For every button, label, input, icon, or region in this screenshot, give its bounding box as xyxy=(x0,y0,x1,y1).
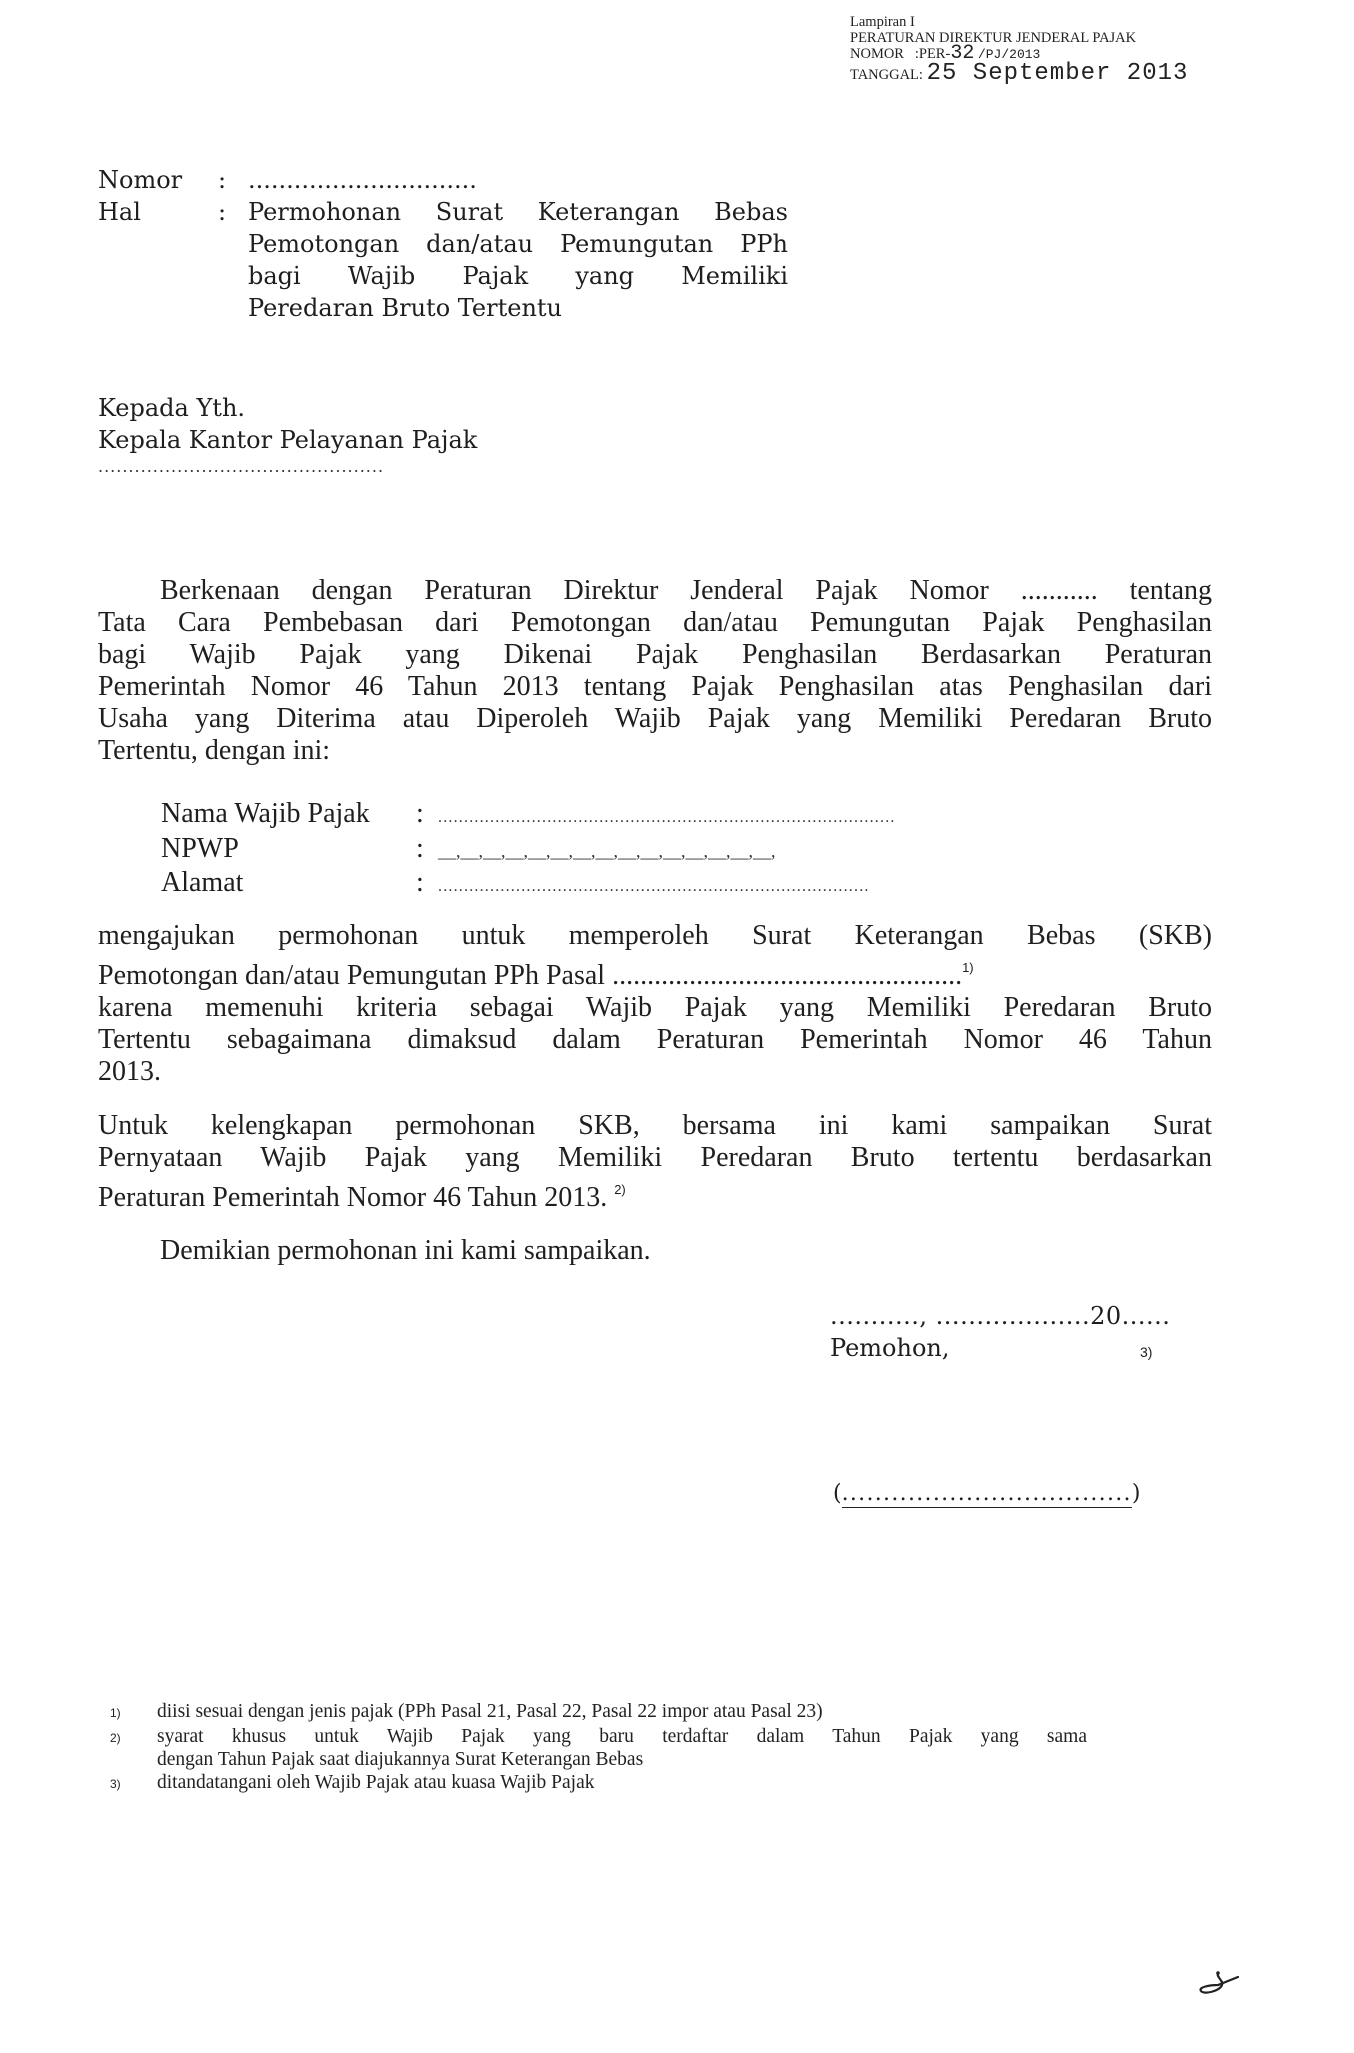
tanggal-label: TANGGAL: xyxy=(850,67,923,83)
paragraph-line: karena memenuhi kriteria sebagai Wajib Pajak yang Memiliki Peredaran Bruto xyxy=(98,992,1212,1023)
closing-text: Demikian permohonan ini kami sampaikan. xyxy=(160,1235,651,1266)
paragraph-intro xyxy=(98,575,1212,767)
nomor-label: Nomor xyxy=(98,166,183,194)
attachment-header xyxy=(850,14,1188,85)
signatory-name xyxy=(833,1480,1140,1508)
lampiran-label: Lampiran I xyxy=(850,14,915,30)
paragraph-line: bagi Wajib Pajak yang Dikenai Pajak Penghasilan Berdasarkan Peraturan xyxy=(98,639,1212,670)
handwritten-initial-icon xyxy=(1198,1965,1246,2009)
regulation-title: PERATURAN DIREKTUR JENDERAL PAJAK xyxy=(850,30,1137,46)
paragraph-line: Pemerintah Nomor 46 Tahun 2013 tentang Pajak Penghasilan atas Penghasilan dari xyxy=(98,671,1212,702)
footnotes xyxy=(110,1700,1087,1796)
hal-label: Hal xyxy=(98,198,141,226)
footnote-text xyxy=(157,1725,1087,1771)
hal-line: Permohonan Surat Keterangan Bebas xyxy=(248,198,788,226)
nomor-colon: : xyxy=(218,166,227,194)
footnote-ref-2: 2) xyxy=(614,1182,626,1197)
paragraph-line: 2013. xyxy=(98,1056,161,1087)
paragraph-line: Untuk kelengkapan permohonan SKB, bersama ini kami sampaikan Surat xyxy=(98,1110,1212,1141)
name-close-paren: ) xyxy=(1131,1481,1141,1506)
footnote-ref-1: 1) xyxy=(962,960,974,975)
letter-meta xyxy=(98,164,788,324)
nomor-label: NOMOR xyxy=(850,46,904,62)
footnote-line: dengan Tahun Pajak saat diajukannya Surat Keterangan Bebas xyxy=(157,1749,644,1770)
paragraph-line: Tertentu sebagaimana dimaksud dalam Peraturan Pemerintah Nomor 46 Tahun xyxy=(98,1024,1212,1055)
nomor-row xyxy=(98,164,788,196)
paragraph-line: Tertentu, dengan ini: xyxy=(98,735,331,766)
handwritten-initial-svg xyxy=(1198,1965,1246,2005)
paragraph-line: Tata Cara Pembebasan dari Pemotongan dan/atau Pemungutan Pajak Penghasilan xyxy=(98,607,1212,638)
name-open-paren: ( xyxy=(833,1481,842,1506)
footnote-3 xyxy=(110,1771,1087,1796)
paragraph-request xyxy=(98,920,1212,1088)
hal-line: Pemotongan dan/atau Pemungutan PPh xyxy=(248,230,788,258)
field-label: Nama Wajib Pajak xyxy=(161,798,370,829)
paragraph-line-text: Pemotongan dan/atau Pemungutan PPh Pasal .................................................. xyxy=(98,960,963,991)
recipient-block xyxy=(98,392,477,478)
hal-subject xyxy=(248,196,788,324)
name-blank: ................................... xyxy=(841,1481,1132,1506)
footnote-line: diisi sesuai dengan jenis pajak (PPh Pasal 21, Pasal 22, Pasal 22 impor atau Pasal 23) xyxy=(157,1701,823,1722)
footnote-mark: 2) xyxy=(110,1731,121,1745)
field-colon: : xyxy=(416,867,424,898)
taxpayer-fields xyxy=(161,798,896,902)
paragraph-attachment xyxy=(98,1110,1212,1214)
signature-block xyxy=(830,1300,1170,1364)
recipient-greeting: Kepada Yth. xyxy=(98,394,246,422)
footnote-line: ditandatangani oleh Wajib Pajak atau kuasa Wajib Pajak xyxy=(157,1772,595,1793)
footnote-text xyxy=(157,1700,1087,1725)
nomor-blank: .............................. xyxy=(248,166,477,194)
paragraph-line-text: Peraturan Pemerintah Nomor 46 Tahun 2013. xyxy=(98,1182,608,1213)
field-colon: : xyxy=(416,833,424,864)
footnote-2 xyxy=(110,1725,1087,1771)
applicant-label: Pemohon, xyxy=(830,1334,950,1362)
paragraph-line: Pernyataan Wajib Pajak yang Memiliki Peredaran Bruto tertentu berdasarkan xyxy=(98,1142,1212,1173)
paragraph-line: Usaha yang Diterima atau Diperoleh Wajib Pajak yang Memiliki Peredaran Bruto xyxy=(98,703,1212,734)
recipient-office-blank: ............................................... xyxy=(98,457,385,476)
nomor-number: 32 xyxy=(950,42,975,65)
closing-paragraph xyxy=(98,1235,1212,1267)
hal-line: Peredaran Bruto Tertentu xyxy=(248,294,563,322)
regulation-date xyxy=(850,60,1189,87)
field-alamat xyxy=(161,867,896,902)
hal-row xyxy=(98,196,788,324)
paragraph-line xyxy=(98,1174,1212,1214)
footnote-ref-3: 3) xyxy=(1140,1344,1153,1360)
nomor-suffix: /PJ/2013 xyxy=(977,47,1041,62)
footnote-mark: 1) xyxy=(110,1706,121,1720)
place-date-blank: ..........., ...................20...... xyxy=(830,1302,1171,1330)
paragraph-line: Berkenaan dengan Peraturan Direktur Jenderal Pajak Nomor ........... tentang xyxy=(160,575,1212,606)
field-label: Alamat xyxy=(161,867,244,898)
tanggal-value: 25 September 2013 xyxy=(926,60,1189,87)
field-nama-wajib-pajak xyxy=(161,798,896,833)
hal-line: bagi Wajib Pajak yang Memiliki xyxy=(248,262,788,290)
footnote-mark: 3) xyxy=(110,1777,121,1791)
footnote-1 xyxy=(110,1700,1087,1725)
nama-wajib-pajak-blank: ........................................................................................ xyxy=(438,809,896,826)
paragraph-line xyxy=(98,952,1212,992)
footnote-text xyxy=(157,1771,1087,1796)
field-npwp xyxy=(161,833,896,867)
footnote-line: syarat khusus untuk Wajib Pajak yang baru terdaftar dalam Tahun Pajak yang sama xyxy=(157,1726,1087,1747)
field-colon: : xyxy=(416,798,424,829)
nomor-prefix: :PER- xyxy=(914,46,951,62)
recipient-office: Kepala Kantor Pelayanan Pajak xyxy=(98,426,478,454)
paragraph-line: mengajukan permohonan untuk memperoleh Surat Keterangan Bebas (SKB) xyxy=(98,920,1212,951)
field-label: NPWP xyxy=(161,833,239,864)
npwp-blank: __,__,__,__,__,__,__,__,__,__,__,__,__,__,__, xyxy=(438,841,776,861)
alamat-blank: ................................................................................... xyxy=(438,878,870,895)
hal-colon: : xyxy=(218,198,227,226)
